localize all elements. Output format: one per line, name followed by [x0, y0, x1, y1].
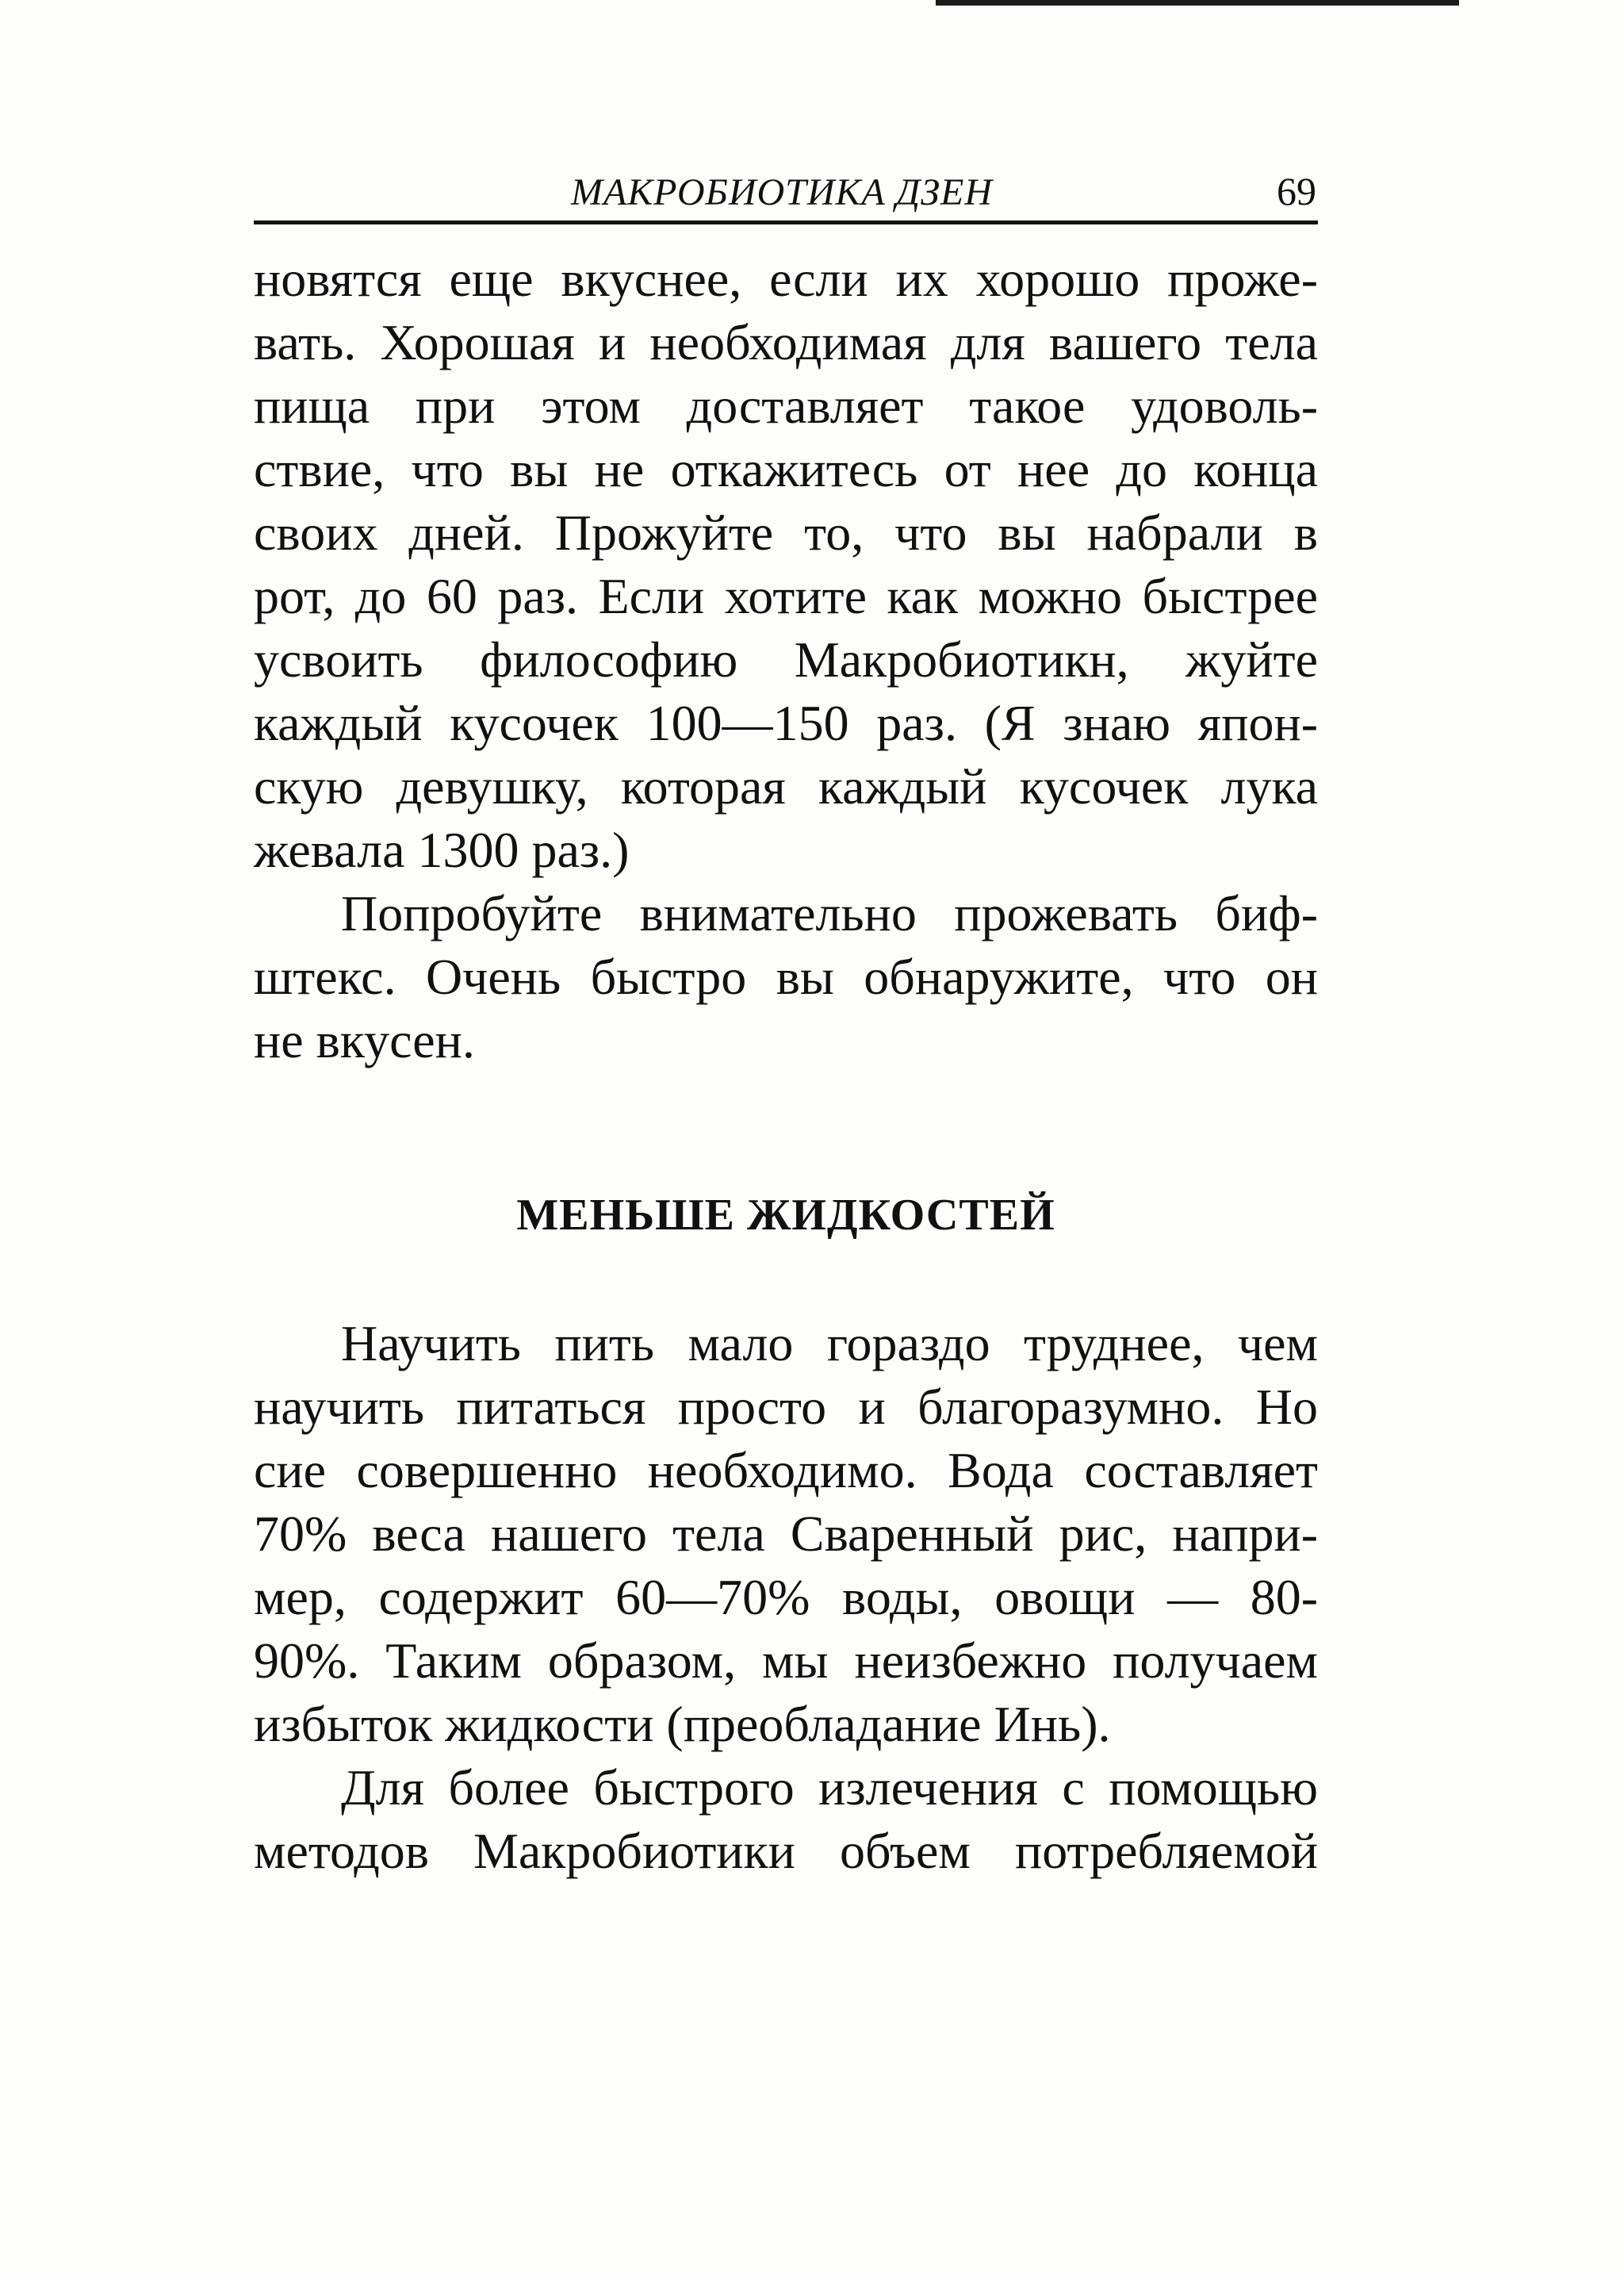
text-line: мер, содержит 60—70% воды, овощи — 80-	[254, 1569, 1318, 1625]
text-line: избыток жидкости (преобладание Инь).	[254, 1696, 1111, 1752]
text-line: 90%. Таким образом, мы неизбежно получаем	[254, 1632, 1318, 1689]
text-line: новятся еще вкуснее, если их хорошо проже-	[254, 251, 1318, 307]
text-line: Для более быстрого излечения с помощью	[341, 1759, 1318, 1816]
text-line: вать. Хорошая и необходимая для вашего тела	[254, 314, 1318, 370]
text-line: усвоить философию Макробиотикн, жуйте	[254, 631, 1318, 688]
text-line: жевала 1300 раз.)	[254, 822, 630, 878]
running-title: МАКРОБИОТИКА ДЗЕН	[571, 171, 994, 213]
text-line: ствие, что вы не откажитесь от нее до конца	[254, 441, 1318, 497]
text-line: методов Макробиотики объем потребляемой	[254, 1823, 1318, 1879]
paragraph-4	[254, 1756, 1318, 1883]
text-line: каждый кусочек 100—150 раз. (Я знаю япон-	[254, 695, 1318, 751]
paragraph-1	[254, 247, 1318, 882]
text-line: 70% веса нашего тела Сваренный рис, напри-	[254, 1505, 1318, 1562]
text-line: научить питаться просто и благоразумно. Но	[254, 1379, 1318, 1435]
running-header	[254, 159, 1318, 224]
page-number: 69	[1277, 169, 1316, 213]
text-line: сие совершенно необходимо. Вода составляет	[254, 1442, 1318, 1498]
text-line: скую девушку, которая каждый кусочек лука	[254, 758, 1318, 815]
text-line: не вкусен.	[254, 1012, 475, 1068]
text-line: своих дней. Прожуйте то, что вы набрали в	[254, 504, 1318, 561]
paragraph-2	[254, 882, 1318, 1072]
section-heading: МЕНЬШЕ ЖИДКОСТЕЙ	[516, 1191, 1055, 1240]
text-line: Попробуйте внимательно прожевать биф-	[341, 885, 1318, 941]
text-line: Научить пить мало гораздо труднее, чем	[341, 1315, 1318, 1371]
paragraph-3	[254, 1312, 1318, 1756]
text-line: штекс. Очень быстро вы обнаружите, что он	[254, 949, 1318, 1005]
top-edge-rule	[936, 0, 1459, 6]
text-line: пища при этом доставляет такое удоволь-	[254, 378, 1318, 434]
text-line: рот, до 60 раз. Если хотите как можно быстрее	[254, 568, 1318, 624]
